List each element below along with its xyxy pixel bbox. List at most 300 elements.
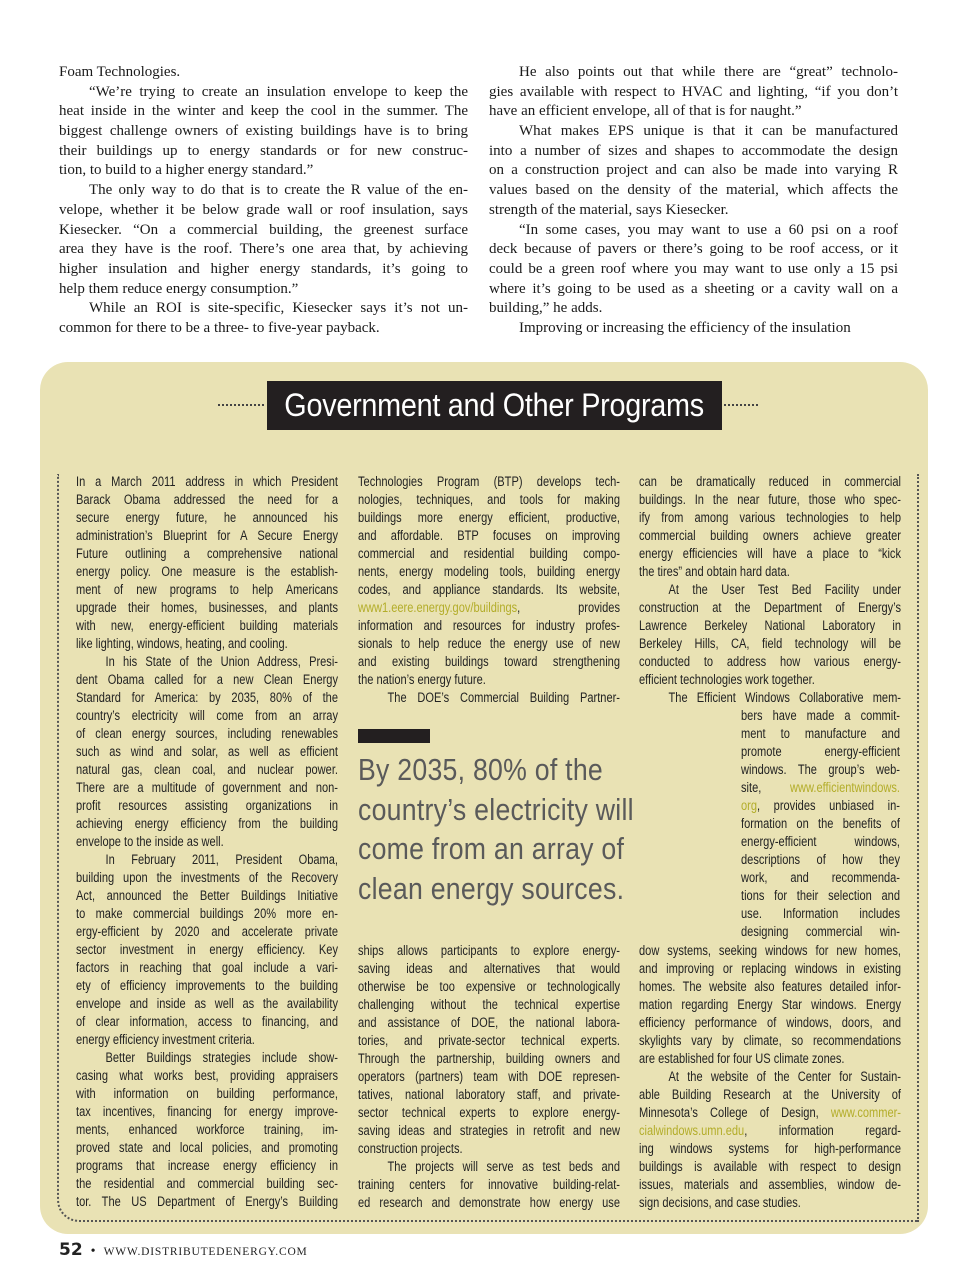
sidebar-title: Government and Other Programs [284, 387, 705, 423]
text-line-content: Standard for America: by 2035, 80% of the [76, 690, 338, 705]
text-line [358, 1086, 620, 1104]
text-line [639, 1158, 901, 1176]
text-line [76, 905, 338, 923]
text-line [76, 851, 338, 869]
text-line-content: ety of efficiency improvements to the building [76, 978, 338, 993]
text-line-content: , provides unbiased in- [757, 798, 900, 813]
text-line [741, 833, 900, 851]
text-line-content: to make commercial buildings 20% more en- [76, 906, 338, 921]
web-link[interactable]: cialwindows.umn.edu [639, 1123, 745, 1138]
text-line [489, 102, 898, 122]
text-line [76, 959, 338, 977]
text-line [358, 1140, 620, 1158]
text-line-content: biggest challenge owners of existing buildings have is to bring [59, 123, 468, 140]
text-line [358, 1032, 620, 1050]
text-line-content: efficient technologies work together. [639, 672, 815, 687]
text-line [639, 491, 901, 509]
text-line [358, 545, 620, 563]
text-line-content: construction projects. [358, 1141, 463, 1156]
text-line-content: codes, and appliance standards. Its website, [358, 582, 620, 597]
article-column-right [489, 63, 898, 339]
text-line [76, 1157, 338, 1175]
text-line-content: Through the partnership, building owners and [358, 1051, 620, 1066]
text-line-content: tories, and private-sector technical experts. [358, 1033, 620, 1048]
text-line-content: with new, energy-efficient building materials [76, 618, 338, 633]
text-line [358, 527, 620, 545]
text-line-content: formation on the benefits of [741, 816, 900, 831]
text-line [59, 319, 468, 339]
text-line-content: tion, to build to a higher energy standard.” [59, 162, 314, 179]
text-line-content: buildings more energy efficient, productive, [358, 510, 620, 525]
text-line [76, 1139, 338, 1157]
text-line [741, 887, 900, 905]
text-line-content: ships allows participants to explore energy- [358, 943, 620, 958]
text-line [639, 1104, 901, 1122]
text-line-content: dow systems, seeking windows for new homes, [639, 943, 901, 958]
text-line [358, 978, 620, 996]
text-line-content: training centers for innovative building-relat- [358, 1177, 620, 1192]
footer-website: WWW.DISTRIBUTEDENERGY.COM [103, 1246, 308, 1258]
text-line [741, 761, 900, 779]
text-line-content: information and resources for industry profes- [358, 618, 620, 633]
text-line [76, 1193, 338, 1211]
text-line [639, 1068, 901, 1086]
text-line [59, 240, 468, 260]
text-line-content: the residential and commercial building sec- [76, 1176, 338, 1191]
text-line-content: able Building Research at the University of [639, 1087, 901, 1102]
text-line-content: of clean energy sources, including renewables [76, 726, 338, 741]
text-line [76, 545, 338, 563]
text-line-content: The only way to do that is to create the R value of the en- [89, 182, 468, 199]
text-line-content: energy efficiencies will have a place to “kick [639, 546, 901, 561]
text-line-content: dent Obama called for a new Clean Energy [76, 672, 338, 687]
text-line-content: envelope to the inside as well. [76, 834, 224, 849]
text-line [639, 527, 901, 545]
text-line-content: While an ROI is site-specific, Kiesecker says it’s not un- [89, 300, 468, 317]
text-line-content: administration’s Blueprint for A Secure Energy [76, 528, 338, 543]
text-line-content: could be a green roof where you may want to use only a 15 psi [489, 260, 898, 277]
text-line-content: windows. The group’s web- [741, 762, 900, 777]
text-line-content: heat inside in the winter and keep the cool in the summer. The [59, 103, 468, 120]
pull-quote-line: come from an array of [358, 831, 625, 866]
web-link[interactable]: org [741, 798, 758, 813]
text-line [76, 1031, 338, 1049]
pull-quote-line: clean energy sources. [358, 870, 625, 906]
text-line [76, 563, 338, 581]
text-line [639, 1176, 901, 1194]
text-line-content: are established for four US climate zones. [639, 1051, 845, 1066]
text-line [741, 851, 900, 869]
text-line [639, 473, 901, 491]
text-line-content: sector technical experts to explore energy- [358, 1105, 620, 1120]
text-line-content: values based on the density of the material, which affects the [489, 182, 898, 199]
text-line [639, 942, 901, 960]
text-line-content: strength of the material, says Kiesecker. [489, 201, 729, 218]
text-line [76, 599, 338, 617]
text-line [741, 707, 900, 725]
text-line [358, 1194, 620, 1212]
sidebar-col3-top [639, 473, 959, 707]
text-line-content: country’s electricity will come from an array [76, 708, 338, 723]
text-line [639, 1140, 901, 1158]
text-line-content: At the website of the Center for Sustain- [668, 1069, 901, 1084]
text-line-content: operators (partners) team with DOE represen- [358, 1069, 620, 1084]
text-line-content: buildings. In the near future, those who spec- [639, 492, 901, 507]
text-line-content: Foam Technologies. [59, 64, 181, 80]
text-line-content: There are a multitude of government and non- [76, 780, 338, 795]
sidebar-col3-bottom [639, 942, 959, 1212]
text-line-content: ify from among various technologies to help [639, 510, 901, 525]
text-line [59, 83, 468, 103]
text-line [76, 1103, 338, 1121]
text-line-content: Improving or increasing the efficiency of the insulation [519, 319, 851, 336]
text-line-content: mation regarding Energy Star windows. Energy [639, 997, 901, 1012]
text-line [59, 142, 468, 162]
text-line-content: envelope and inside as well as the availability [76, 996, 338, 1011]
text-line [358, 617, 620, 635]
text-line [639, 689, 901, 707]
text-line-content: buildings is available with respect to design [639, 1159, 901, 1174]
text-line [639, 581, 901, 599]
text-line-content: upgrade their homes, businesses, and plants [76, 600, 338, 615]
text-line [741, 869, 900, 887]
text-line [639, 1050, 901, 1068]
text-line-content: and assistance of DOE, the national labora- [358, 1015, 620, 1030]
text-line [358, 671, 620, 689]
text-line-content: work, and recommenda- [741, 870, 900, 885]
text-line [358, 581, 620, 599]
text-line [76, 527, 338, 545]
text-line-content: sector investment in energy efficiency. Key [76, 942, 338, 957]
text-line [741, 905, 900, 923]
text-line-content: energy efficiency investment criteria. [76, 1032, 255, 1047]
text-line-content: commercial and residential building compo- [358, 546, 620, 561]
text-line [76, 689, 338, 707]
text-line-content: ment to manufacture and [741, 726, 900, 741]
text-line [358, 1158, 620, 1176]
text-line-content: tax incentives, financing for energy improve- [76, 1104, 338, 1119]
text-line-content: Act, announced the Better Buildings Initiative [76, 888, 338, 903]
text-line [76, 581, 338, 599]
text-line [76, 779, 338, 797]
text-line [358, 1122, 620, 1140]
title-leader-left [218, 404, 264, 406]
text-line-content: secure energy future, he announced his [76, 510, 338, 525]
text-line-content: their buildings up to energy standards or for new construc- [59, 142, 468, 159]
text-line-content: nents, energy modeling tools, building energy [358, 564, 620, 579]
text-line [358, 635, 620, 653]
text-line [358, 996, 620, 1014]
text-line [59, 63, 468, 83]
text-line [741, 743, 900, 761]
text-line [489, 181, 898, 201]
page-number: 52 [59, 1240, 83, 1260]
text-line [489, 280, 898, 300]
text-line-content: descriptions of how they [741, 852, 900, 867]
text-line [639, 671, 901, 689]
text-line [76, 869, 338, 887]
text-line-content: What makes EPS unique is that it can be manufactured [519, 123, 898, 140]
text-line-content: The projects will serve as test beds and [387, 1159, 620, 1174]
text-line-content: building upon the investments of the Recovery [76, 870, 338, 885]
text-line [76, 1175, 338, 1193]
text-line-content: homes. The website also features detailed infor- [639, 979, 901, 994]
text-line-content: velope, whether it be below grade wall or roof insulation, says [59, 201, 468, 218]
text-line [76, 797, 338, 815]
text-line-content: Minnesota’s College of Design, [639, 1105, 831, 1120]
text-line-content: higher insulation and higher energy standards, it’s going to [59, 260, 468, 277]
text-line [76, 977, 338, 995]
text-line [76, 473, 338, 491]
text-line [639, 1014, 901, 1032]
text-line-content: into a number of sizes and shapes to accommodate the design [489, 142, 898, 159]
text-line-content: ing windows systems for high-performance [639, 1141, 901, 1156]
text-line [76, 725, 338, 743]
text-line [59, 161, 468, 181]
text-line [639, 1086, 901, 1104]
text-line [358, 689, 620, 707]
text-line [358, 563, 620, 581]
sidebar-col2-bottom [358, 942, 678, 1212]
text-line [76, 653, 338, 671]
text-line-content: tor. The US Department of Energy’s Building [76, 1194, 338, 1209]
text-line [59, 102, 468, 122]
text-line [489, 161, 898, 181]
sidebar-col1 [76, 473, 396, 1211]
text-line [76, 815, 338, 833]
text-line [59, 122, 468, 142]
text-line-content: the nation’s energy future. [358, 672, 486, 687]
article-column-left [59, 63, 468, 339]
web-link[interactable]: www.commer- [830, 1105, 901, 1120]
text-line-content: sionals to help reduce the energy use of new [358, 636, 620, 651]
text-line [639, 1032, 901, 1050]
text-line-content: Future outlining a comprehensive national [76, 546, 338, 561]
text-line-content: Lawrence Berkeley National Laboratory in [639, 618, 901, 633]
text-line [59, 221, 468, 241]
text-line-content: site, [741, 780, 791, 795]
text-line-content: issues, materials and assemblies, window de- [639, 1177, 901, 1192]
text-line-content: ment of new programs to help Americans [76, 582, 338, 597]
text-line-content: casing what works best, providing appraisers [76, 1068, 338, 1083]
text-line [76, 761, 338, 779]
text-line [639, 599, 901, 617]
text-line [639, 1194, 901, 1212]
text-line [76, 743, 338, 761]
web-link[interactable]: www1.eere.energy.gov/buildings [358, 600, 518, 615]
text-line-content: natural gas, clean coal, and nuclear power. [76, 762, 338, 777]
text-line [76, 617, 338, 635]
text-line-content: area they have is the roof. There’s one area that, by achieving [59, 241, 468, 258]
footer-separator: • [90, 1244, 96, 1259]
text-line-content: tatives, national laboratory staff, and private- [358, 1087, 620, 1102]
text-line [358, 653, 620, 671]
text-line-content: nologies, techniques, and tools for making [358, 492, 620, 507]
text-line-content: energy policy. One measure is the establish- [76, 564, 338, 579]
text-line [489, 221, 898, 241]
text-line [76, 887, 338, 905]
text-line-content: saving ideas and strategies in retrofit and new [358, 1123, 620, 1138]
pull-quote [358, 750, 679, 908]
text-line-content: promote energy-efficient [741, 744, 900, 759]
text-line-content: In a March 2011 address in which President [76, 474, 338, 489]
text-line-content: help them reduce energy consumption.” [59, 280, 299, 297]
text-line-content: building,” he adds. [489, 300, 603, 317]
text-line-content: He also points out that while there are “great” technolo- [519, 64, 898, 80]
text-line-content: ergy-efficient by 2020 and accelerate private [76, 924, 338, 939]
text-line [358, 1050, 620, 1068]
text-line [489, 299, 898, 319]
text-line [639, 635, 901, 653]
text-line-content: “We’re trying to create an insulation envelope to keep the [89, 83, 468, 100]
text-line-content: use. Information includes [741, 906, 900, 921]
text-line [489, 63, 898, 83]
text-line [489, 240, 898, 260]
text-line-content: and affordable. BTP focuses on improving [358, 528, 620, 543]
text-line [76, 941, 338, 959]
text-line [489, 201, 898, 221]
text-line-content: achieving energy efficiency from the building [76, 816, 338, 831]
text-line [76, 1013, 338, 1031]
text-line [76, 1049, 338, 1067]
text-line-content: skylights vary by climate, so recommendations [639, 1033, 901, 1048]
text-line [489, 122, 898, 142]
text-line-content: “In some cases, you may want to use a 60 psi on a roof [519, 221, 898, 238]
text-line [76, 635, 338, 653]
text-line [741, 725, 900, 743]
title-leader-right [724, 404, 758, 406]
text-line [59, 181, 468, 201]
text-line [639, 978, 901, 996]
text-line [59, 299, 468, 319]
text-line-content: Berkeley Hills, CA, field technology will be [639, 636, 901, 651]
text-line [76, 707, 338, 725]
text-line [639, 1122, 901, 1140]
text-line [76, 1067, 338, 1085]
text-line [76, 923, 338, 941]
sidebar-title-bar [267, 381, 722, 430]
pull-quote-bar [358, 729, 430, 743]
text-line [489, 260, 898, 280]
text-line [489, 142, 898, 162]
text-line-content: programs that increase energy efficiency in [76, 1158, 338, 1173]
text-line-content: like lighting, windows, heating, and cooling. [76, 636, 288, 651]
text-line-content: energy-efficient windows, [741, 834, 900, 849]
text-line-content: In February 2011, President Obama, [105, 852, 338, 867]
text-line [489, 83, 898, 103]
text-line [741, 923, 900, 941]
text-line [358, 960, 620, 978]
text-line [59, 201, 468, 221]
text-line-content: Kiesecker. “On a commercial building, the greenest surface [59, 221, 468, 238]
text-line-content: have an efficient envelope, all of that is for naught.” [489, 103, 802, 120]
text-line-content: ments, enhanced workforce training, im- [76, 1122, 338, 1137]
text-line [639, 563, 901, 581]
text-line [639, 996, 901, 1014]
text-line-content: The Efficient Windows Collaborative mem- [668, 690, 901, 705]
text-line-content: with information on building performance, [76, 1086, 338, 1101]
text-line-content: commercial building owners achieve greater [639, 528, 901, 543]
text-line-content: profit resources assisting organizations in [76, 798, 338, 813]
pull-quote-line: By 2035, 80% of the [358, 752, 604, 787]
text-line-content: proved state and local policies, and promoting [76, 1140, 338, 1155]
text-line-content: and existing buildings toward strengthening [358, 654, 620, 669]
text-line-content: In his State of the Union Address, Presi- [105, 654, 338, 669]
text-line [358, 1014, 620, 1032]
text-line-content: , provides [517, 600, 620, 615]
page-footer [59, 1240, 308, 1260]
text-line-content: factors in reaching that goal include a vari- [76, 960, 338, 975]
text-line-content: and improving or replacing windows in existing [639, 961, 901, 976]
text-line [358, 1176, 620, 1194]
text-line-content: bers have made a commit- [741, 708, 900, 723]
text-line-content: saving ideas and alternatives that would [358, 961, 620, 976]
text-line [358, 599, 620, 617]
text-line [358, 942, 620, 960]
text-line [76, 671, 338, 689]
text-line-content: ed research and demonstrate how energy use [358, 1195, 620, 1210]
text-line-content: efficiency performance of windows, doors, and [639, 1015, 901, 1030]
text-line-content: otherwise be too expensive or technologically [358, 979, 620, 994]
text-line [76, 1121, 338, 1139]
text-line-content: sign decisions, and case studies. [639, 1195, 801, 1210]
text-line-content: the tires” and obtain hard data. [639, 564, 790, 579]
text-line [358, 473, 620, 491]
text-line-content: of clear information, access to financing, and [76, 1014, 338, 1029]
text-line [76, 491, 338, 509]
text-line-content: challenging without the technical expertise [358, 997, 620, 1012]
text-line-content: can be dramatically reduced in commercial [639, 474, 901, 489]
text-line [76, 833, 338, 851]
text-line [358, 491, 620, 509]
text-line-content: where it’s going to be used as a sheeting or a cavity wall on a [489, 280, 898, 297]
text-line [358, 1104, 620, 1122]
text-line-content: Better Buildings strategies include show- [105, 1050, 338, 1065]
pull-quote-line: country’s electricity will [358, 791, 634, 827]
text-line-content: , information regard- [744, 1123, 901, 1138]
text-line [76, 995, 338, 1013]
text-line-content: such as wind and solar, as well as efficient [76, 744, 338, 759]
text-line-content: common for there to be a three- to five-year payback. [59, 319, 380, 336]
text-line-content: Barack Obama addressed the need for a [76, 492, 338, 507]
sidebar-col3-narrow [741, 707, 935, 941]
text-line [741, 779, 900, 797]
text-line [76, 1085, 338, 1103]
text-line [639, 545, 901, 563]
sidebar-col2-top [358, 473, 678, 707]
text-line-content: At the User Test Bed Facility under [668, 582, 901, 597]
text-line [358, 1068, 620, 1086]
text-line [741, 797, 900, 815]
text-line-content: construction at the Department of Energy’s [639, 600, 901, 615]
text-line-content: gies available with respect to HVAC and lighting, “if you don’t [489, 83, 898, 100]
text-line [76, 509, 338, 527]
text-line [59, 280, 468, 300]
text-line [741, 815, 900, 833]
text-line [639, 960, 901, 978]
text-line-content: Technologies Program (BTP) develops tech- [358, 474, 620, 489]
text-line-content: tions for their selection and [741, 888, 900, 903]
text-line [358, 509, 620, 527]
text-line-content: deck because of pavers or there’s going to be roof access, or it [489, 241, 898, 258]
text-line-content: conducted to address how various energy- [639, 654, 901, 669]
text-line-content: designing commercial win- [741, 924, 900, 939]
text-line-content: on a construction project and can also be made into varying R [489, 162, 898, 179]
text-line-content: The DOE’s Commercial Building Partner- [387, 690, 620, 705]
web-link[interactable]: www.efficientwindows. [790, 780, 900, 795]
text-line [639, 617, 901, 635]
text-line [639, 653, 901, 671]
